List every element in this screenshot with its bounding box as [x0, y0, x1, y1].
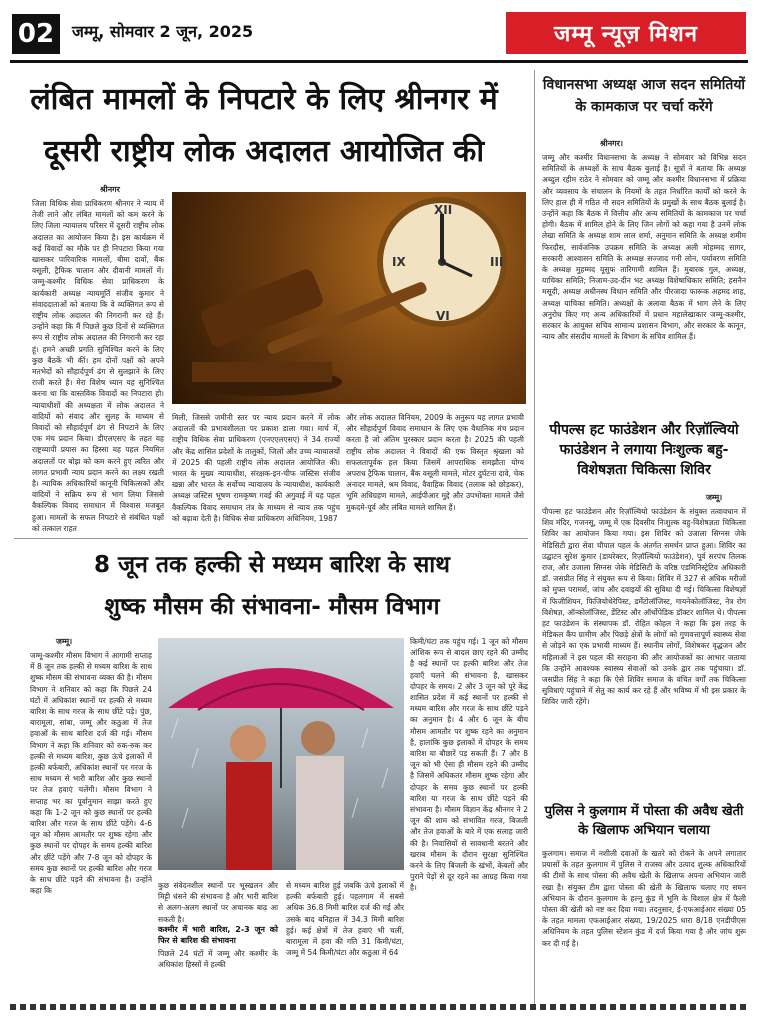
story4-headline[interactable]: पीपल्स हट फाउंडेशन और रिज़ॉल्वियो फाउंडेशन ने लगाया निःशुल्क बहु-विशेषज्ञता चिकित्सा शिविर: [549, 422, 739, 478]
masthead-logo: जम्मू न्यूज़ मिशन: [506, 12, 746, 54]
story1-dateline: श्रीनगर: [100, 185, 120, 194]
story1-headline[interactable]: [14, 74, 514, 178]
header-date: जम्मू, सोमवार 2 जून, 2025: [72, 22, 254, 41]
story4-dateline: जम्मू।: [706, 493, 723, 502]
story2-headline-line2: शुष्क मौसम की संभावना- मौसम विभाग: [104, 594, 440, 620]
story1-column-1: जिला विधिक सेवा प्राधिकरण श्रीनगर ने न्याय में तेजी लाने और लंबित मामलों को कम करने के लिए जिला न्यायालय परिसर में दूसरी राष्ट्रीय लोक अदालत का आयोजन किया है। इस कार्यक्रम में कई विवादों का मौके पर ही निपटारा किया गया खासकर पारिवारिक मामलों, बीमा दावों, बैंक वसूली, ट्रैफिक चालान और दीवानी मामलों में। जम्मू-कश्मीर विधिक सेवा प्राधिकरण के कार्यकारी अध्यक्ष न्यायमूर्ति संजीव कुमार ने संवाददाताओं को बताया कि वे व्यक्तिगत रूप से राष्ट्रीय लोक अदालत की निगरानी कर रहे हैं। उन्होंने कहा कि मैं पिछले कुछ दिनों से व्यक्तिगत रूप से राष्ट्रीय लोक अदालत की निगरानी कर रहा हूं। हमने अच्छी प्रगति सुनिश्चित करने के लिए कुछ बैठकें भी कीं। हम दोनों पक्षों को अपने मतभेदों को सौहार्दपूर्ण ढंग से सुलझाने के लिए राजी करते हैं। मेरा विशेष ध्यान यह सुनिश्चित करना था कि वास्तविक विवादों का निपटारा हो। न्यायाधीशों की अध्यक्षता में लोक अदालत ने वादियों को संवाद और सुलह के माध्यम से विवादों को सौहार्दपूर्ण ढंग से निपटाने के लिए एक मंच प्रदान किया। डीएलएसए के तहत यह राष्ट्रव्यापी प्रयास का हिस्सा यह पहल नियमित अदालतों पर बोझ को कम करने हुए त्वरित और लागत प्रभावी न्याय प्रदान करने का लक्ष्य रखती है। न्यायिक अधिकारियों कानूनी चिकित्सकों और वादियों ने सक्रिय रूप से भाग लिया जिससे वैकल्पिक विवाद समाधान में विश्वास मजबूत हुआ। मामलों के सफल निपटारे से संबंधित पक्षों को तत्काल राहत: [32, 199, 164, 533]
header-rule: [10, 60, 748, 63]
svg-text:XII: XII: [434, 203, 453, 217]
story2-column-3: से मध्यम बारिश हुई जबकि ऊंचे इलाकों में हल्की बर्फबारी हुई। पहलगाम में सबसे अधिक 36.8 मिमी बारिश दर्ज की गई और उसके बाद बनिहाल में 34.3 मिमी बारिश हुई। कई क्षेत्रों में तेज हवाएं भी चलीं, बारामूला में हवा की गति 31 किमी/घंटा, जम्मू में 54 किमी/घंटा और कठुआ में 64: [286, 881, 404, 958]
story1-column-2: मिली, जिससे जमीनी स्तर पर न्याय प्रदान करने में लोक अदालतों की प्रभावशीलता पर प्रकाश डाला गया। मार्च में, राष्ट्रीय विधिक सेवा प्राधिकरण (एनएएलएसए) ने 34 राज्यों और केंद्र शासित प्रदेशों के तालुकों, जिलों और उच्च न्यायालयों में 2025 की पहली राष्ट्रीय लोक अदालत आयोजित की। भारत के मुख्य न्यायाधीश, संरक्षक-इन-चीफ जस्टिस संजीव खन्ना और भारत के सर्वोच्च न्यायालय के न्यायाधीश, कार्यकारी अध्यक्ष जस्टिस भूषण रामकृष्ण गवई की अगुवाई में यह पहल वैकल्पिक विवाद समाधान तंत्र के माध्यम से न्याय तक पहुंच को बढ़ावा देती है। विधिक सेवा प्राधिकरण अधिनियम, 1987: [172, 413, 340, 523]
story4-body: पीपल्स हट फाउंडेशन और रिज़ॉल्वियो फाउंडेशन के संयुक्त तत्वावधान में शिव मंदिर, गजनसू, जम्मू में एक दिवसीय निःशुल्क बहु-विशेषज्ञता चिकित्सा शिविर का आयोजन किया गया। इस शिविर को उजाला सिग्नस जेके मेडिसिटी द्वारा सेवा चौपाल पहल के अंतर्गत समर्थन प्राप्त हुआ। शिविर का उद्घाटन सुरेश कुमार (डायरेक्टर, रिज़ॉल्वियो फाउंडेशन), पूर्व सरपंच तिलक राज, और उजाला सिग्नस जेके मेडिसिटी के वरिष्ठ एडमिनिस्ट्रेटिव अधिकारी डॉ. जसप्रीत सिंह ने संयुक्त रूप से किया। शिविर में 327 से अधिक मरीजों को मुफ्त परामर्श, जांच और दवाइयों की सुविधा दी गई। चिकित्सा विशेषज्ञों में फिजीशियन, फिजियोथेरेपिस्ट, डर्मेटोलॉजिस्ट, गायनेकोलॉजिस्ट, नेत्र रोग विशेषज्ञ, ऑन्कोलॉजिस्ट, डेंटिस्ट और ऑर्थोपेडिक डॉक्टर शामिल थे। पीपल्स हट फाउंडेशन के संस्थापक डॉ. रोहित कोहल ने कहा कि इस तरह के मेडिकल कैंप ग्रामीण और पिछड़े क्षेत्रों के लोगों को गुणवत्तापूर्ण स्वास्थ्य सेवा से जोड़ने का एक प्रभावी माध्यम हैं। स्थानीय लोगों, विशेषकर वृद्धजन और महिलाओं ने इस पहल की सराहना की और आयोजकों का आभार जताया कि उन्होंने आवश्यक स्वास्थ्य सेवाओं को उनके द्वार तक पहुंचाया। डॉ. जसप्रीत सिंह ने कहा कि ऐसे शिविर समाज के वंचित वर्गों तक चिकित्सा सुविधाएं पहुंचाने में सेतु का कार्य कर रहे हैं और भविष्य में भी इस प्रकार के शिविर जारी रहेंगे।: [542, 507, 746, 707]
story5-headline[interactable]: पुलिस ने कुलगाम में पोस्ता की अवैध खेती के खिलाफ अभियान चलाया: [544, 804, 744, 838]
story1-column-3: और लोक अदालत विनियम, 2009 के अनुरूप यह लागत प्रभावी और सौहार्दपूर्ण विवाद समाधान के लिए एक वैधानिक मंच प्रदान करता है जो अंतिम पुरस्कार प्रदान करता है। 2025 की पहली राष्ट्रीय लोक अदालत ने विवादों की एक विस्तृत श्रृंखला को सफलतापूर्वक हल किया जिसमें आपराधिक समझौता योग्य अपराध ट्रैफिक चालान, बैंक वसूली मामले, मोटर दुर्घटना दावे, चेक अनादर मामले, श्रम विवाद, वैवाहिक विवाद (तलाक को छोड़कर), भूमि अधिग्रहण मामले, आईपीआर मुद्दे और उपभोक्ता मामले जैसे मुकदमे-पूर्व और लंबित मामले शामिल हैं।: [346, 413, 524, 512]
story1-headline-line1: लंबित मामलों के निपटारे के लिए श्रीनगर में: [30, 82, 498, 117]
section-divider: [14, 538, 528, 539]
story2-headline[interactable]: [18, 544, 526, 628]
svg-text:III: III: [490, 255, 504, 269]
story2-column-4: किमी/घंटा तक पहुंच गई। 1 जून को मौसम आंशिक रूप से बादल छाए रहने की उम्मीद है कई स्थानों पर हल्की बारिश और तेज हवाएँ चलने की संभावना है, खासकर दोपहर के समय। 2 और 3 जून को पूरे केंद्र शासित प्रदेश में कई स्थानों पर हल्की से मध्यम बारिश और गरज के साथ छींटे पड़ने का अनुमान है। 4 और 6 जून के बीच मौसम आमतौर पर शुष्क रहने का अनुमान है, हालांकि कुछ इलाकों में दोपहर के समय बारिश या बौछारें पड़ सकती हैं। 7 और 8 जून को भी ऐसा ही मौसम रहने की उम्मीद है जिसमें अधिकतर मौसम शुष्क रहेगा और दोपहर के समय कुछ स्थानों पर हल्की बारिश या गरज के साथ छींटे पड़ने की संभावना है। मौसम विज्ञान केंद्र श्रीनगर ने 2 जून की शाम को संभावित गरज, बिजली और तेज हवाओं के बारे में एक सलाह जारी की है। निवासियों से सावधानी बरतने और खराब मौसम के दौरान सुरक्षा सुनिश्चित करने के लिए बिजली के खंभों, केबलों और पुराने पेड़ों से दूर रहने का आग्रह किया गया है।: [410, 637, 528, 893]
svg-text:IX: IX: [392, 255, 406, 269]
story2-column-2-top: कुछ संवेदनशील स्थानों पर भूस्खलन और मिट्टी धंसने की संभावना है और भारी बारिश से अलग-अलग स्थानों पर अचानक बाढ़ आ सकती है।: [158, 881, 278, 924]
story2-column-1: जम्मू-कश्मीर मौसम विभाग ने आगामी सप्ताह में 8 जून तक हल्की से मध्यम बारिश के साथ शुष्क मौसम की संभावना व्यक्त की है। मौसम विभाग ने शनिवार को कहा कि पिछले 24 घंटों में अधिकांश स्थानों पर हल्की से मध्यम बारिश के साथ गरज के साथ छींटे पड़े। पुंछ, बारामूला, सांबा, जम्मू और कठुआ में तेज हवाओं के साथ बारिश दर्ज की गई। मौसम विभाग ने कहा कि शनिवार को रुक-रुक कर हल्की से मध्यम बारिश, कुछ ऊंचे इलाकों में हल्की बर्फबारी, अधिकांश स्थानों पर गरज के साथ मध्यम से भारी बारिश और कुछ स्थानों पर तेज हवाएं चलेंगी। मौसम विभाग ने सप्ताह भर का पूर्वानुमान साझा करते हुए कहा कि 1-2 जून को कुछ स्थानों पर हल्की बारिश और गरज के साथ छींटे पड़ेंगे। 4-6 जून को मौसम आमतौर पर शुष्क रहेगा और कुछ स्थानों पर दोपहर के समय हल्की बारिश और छींटे पड़ेंगे और 7-8 जून को दोपहर के समय कुछ स्थानों पर हल्की बारिश और गरज के साथ छींटे पड़ने की संभावना है। उन्होंने कहा कि: [30, 651, 153, 896]
story3-headline[interactable]: विधानसभा अध्यक्ष आज सदन समितियों के कामकाज पर चर्चा करेंगे: [542, 77, 746, 115]
column-rule: [534, 70, 535, 1010]
gavel-clock-photo: [172, 192, 526, 404]
story3-body: जम्मू और कश्मीर विधानसभा के अध्यक्ष ने सोमवार को विभिन्न सदन समितियों के अध्यक्षों के साथ बैठक बुलाई है। सूत्रों ने बताया कि अध्यक्ष अब्दुल रहीम राठेर ने सोमवार को जम्मू और कश्मीर विधानसभा में प्रक्रिया और व्यवसाय के संचालन के नियमों के तहत निर्धारित कार्यों को करने के लिए हाल ही में गठित नौ सदन समितियों के प्रमुखों के साथ बैठक बुलाई है। उन्होंने कहा कि बैठक में वित्तीय और अन्य समितियों के कामकाज पर चर्चा होगी। बैठक में शामिल होने के लिए जिन लोगों को कहा गया है उनमें लोक लेखा समिति के अध्यक्ष शाम लाल शर्मा, अनुमान समिति के अध्यक्ष शमीम फिरदौस, सार्वजनिक उपक्रम समिति के अध्यक्ष अली मोहम्मद सागर, सरकारी आश्वासन समिति के अध्यक्ष सज्जाद गनी लोन, पर्यावरण समिति के अध्यक्ष मुहम्मद यूसुफ तारिगामी शामिल हैं। मुबारक गुल, अध्यक्ष, याचिका समिति; निजाम-उद-दीन भट अध्यक्ष विशेषाधिकार समिति; हसनैन मसूदी, अध्यक्ष अधीनस्थ विधान समिति और पीरजादा फारूक अहमद शाह, अध्यक्ष याचिका समिति। अध्यक्षों के अलावा बैठक में भाग लेने के लिए अनुरोध किए गए अन्य अधिकारियों में प्रधान महालेखाकार जम्मू-कश्मीर, सरकार के आयुक्त सचिव सामान्य प्रशासन विभाग, और सरकार के कानून, न्याय और संसदीय मामलों के विभाग के सचिव शामिल हैं।: [542, 153, 746, 342]
story2-subhead: कश्मीर में भारी बारिश, 2-3 जून को फिर से बारिश की संभावना: [158, 925, 278, 945]
story2-column-2-bottom: पिछले 24 घंटों में जम्मू और कश्मीर के अधिकांश हिस्सों में हल्की: [158, 949, 278, 970]
story3-dateline: श्रीनगर।: [600, 139, 623, 148]
page-number: 02: [12, 14, 60, 54]
rain-umbrella-photo: [158, 638, 404, 870]
svg-text:VI: VI: [436, 309, 450, 323]
footer-rule: [10, 1004, 748, 1010]
story1-headline-line2: दूसरी राष्ट्रीय लोक अदालत आयोजित की: [43, 134, 485, 169]
story5-body: कुलगाम। समाज में नशीली दवाओं के खतरे को रोकने के अपने लगातार प्रयासों के तहत कुलगाम में पुलिस ने राजस्व और उत्पाद शुल्क अधिकारियों की टीमों के साथ पोस्ता की अवैध खेती के खिलाफ अपना अभियान जारी रखा है। संयुक्त टीम द्वारा पोस्ता की खेती के खिलाफ चलाए गए सघन अभियान के दौरान कुलगाम के हल्नू कुंड में भूमि के विशाल क्षेत्र में फैली पोस्ता की खेती को नष्ट कर दिया गया। तदनुसार, ई-एफआईआर संख्या 05 के तहत मामला एफआईआर संख्या, 19/2025 धारा 8/18 एनडीपीएस अधिनियम के तहत पुलिस स्टेशन कुंड में दर्ज किया गया है और जांच शुरू कर दी गई है।: [542, 849, 746, 948]
story2-dateline: जम्मू।: [56, 637, 73, 646]
story2-headline-line1: 8 जून तक हल्की से मध्यम बारिश के साथ: [94, 552, 450, 578]
